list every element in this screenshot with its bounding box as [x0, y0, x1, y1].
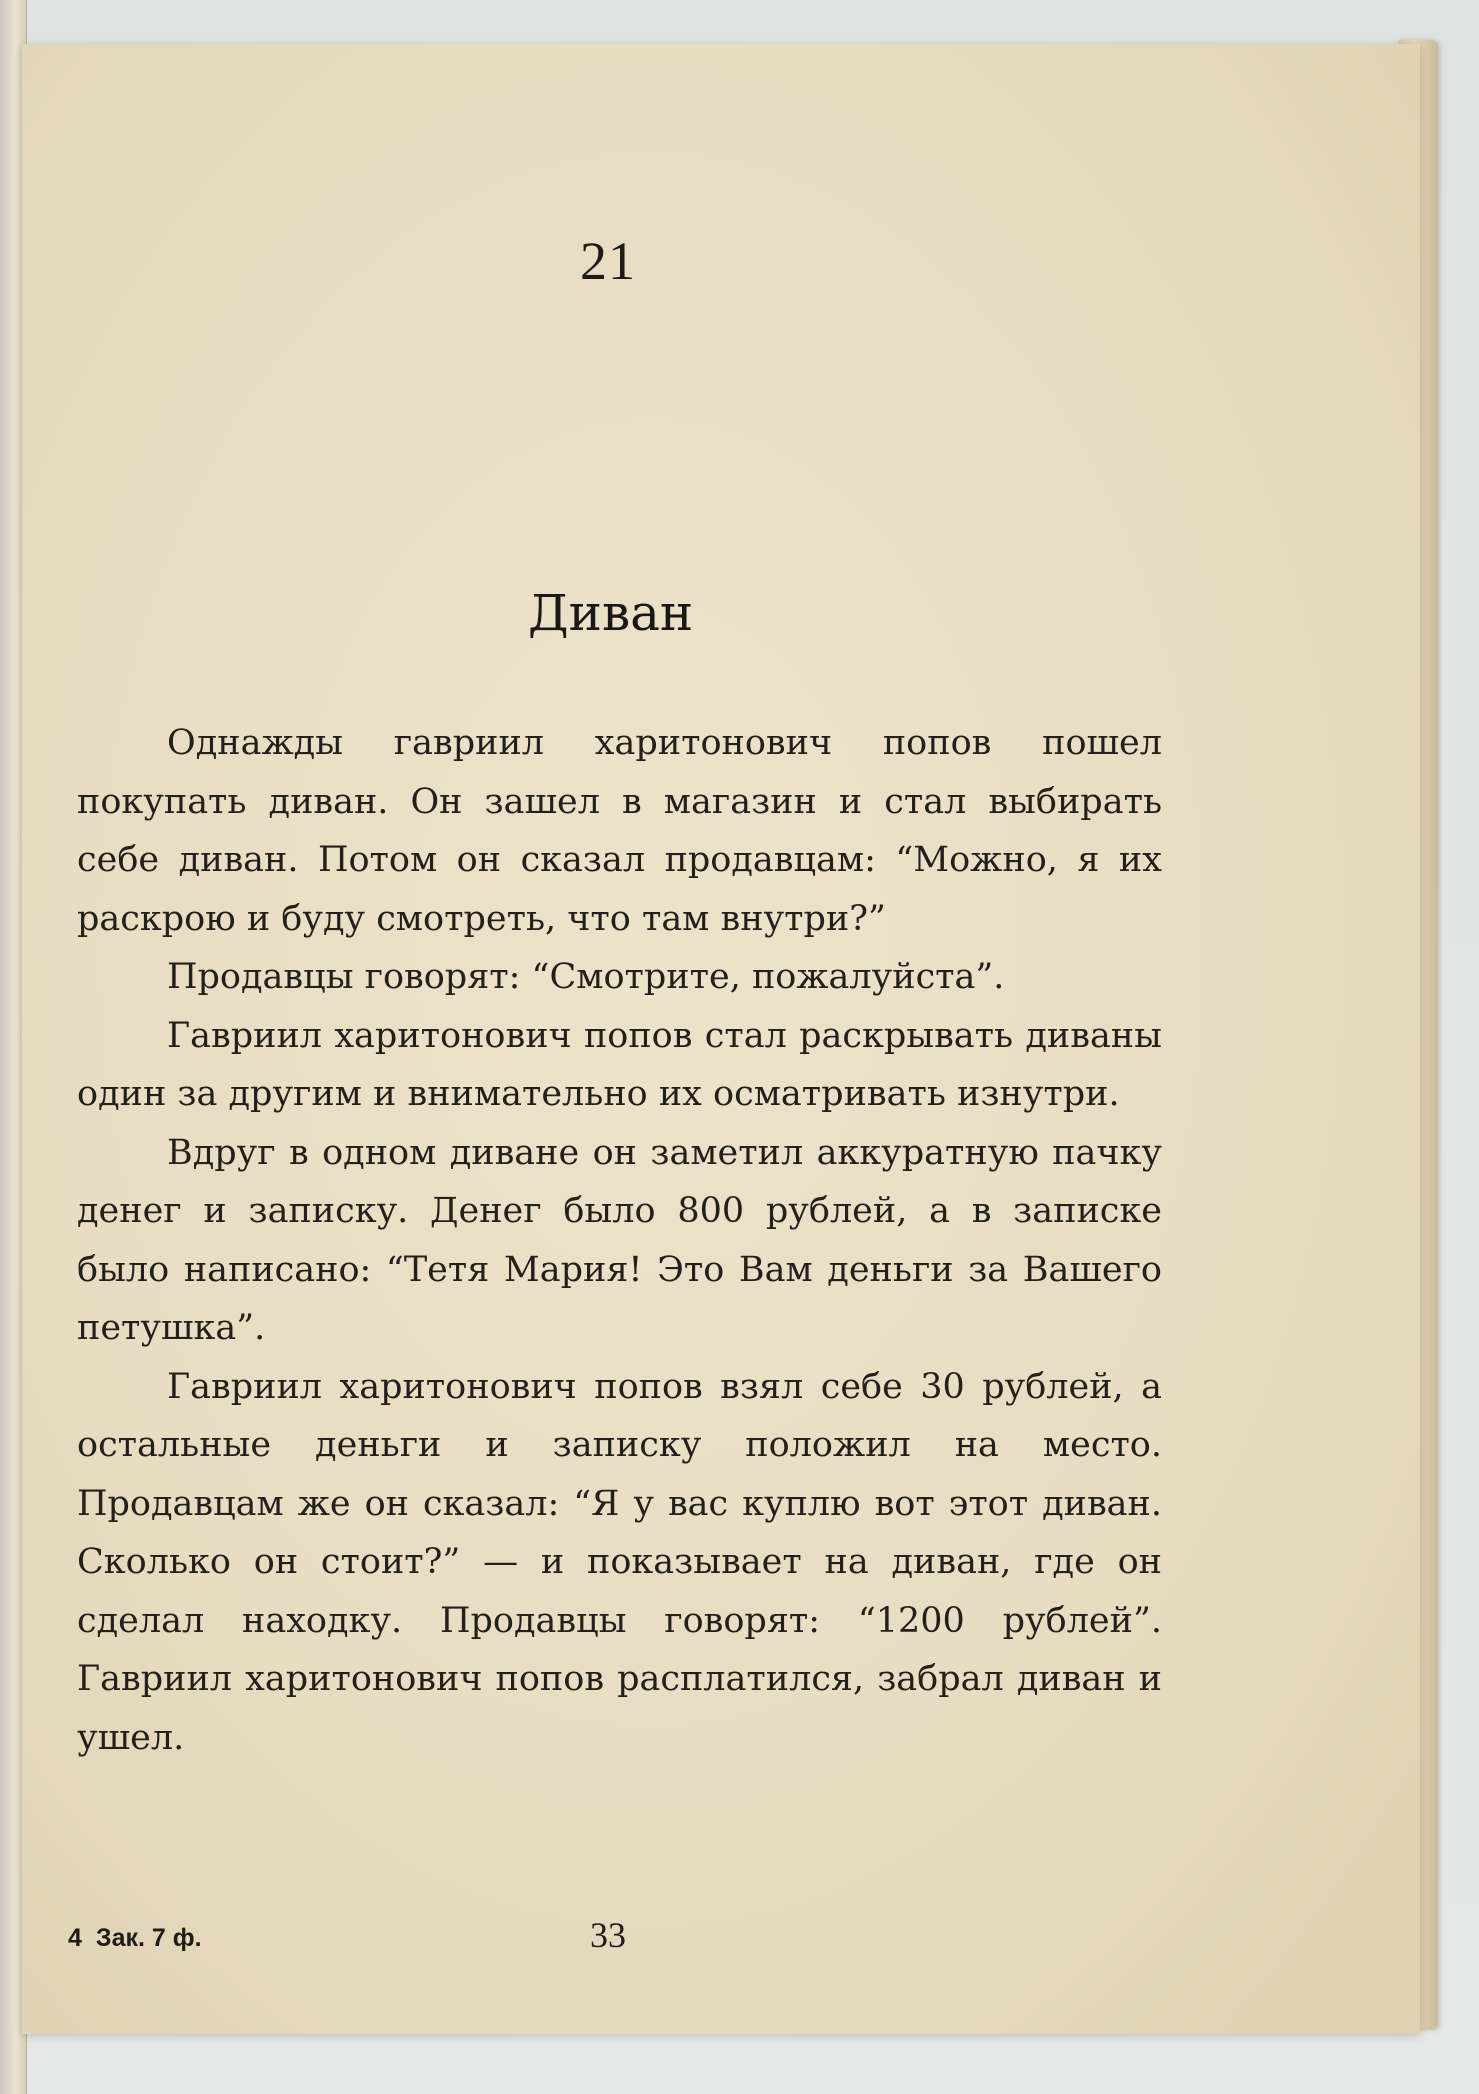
paragraph: Вдруг в одном диване он заметил аккуратную пачку денег и записку. Денег было 800 рублей, а в записке было написано: “Тетя Мария! Это Вам деньги за Вашего петушка”.	[77, 1132, 1162, 1348]
chapter-number: 21	[580, 231, 636, 291]
paragraph: Гавриил харитонович попов стал раскрывать диваны один за другим и внимательно их осматривать изнутри.	[77, 1015, 1162, 1114]
printer-signature	[68, 1924, 202, 1953]
book-page	[22, 44, 1420, 2034]
paragraph: Продавцы говорят: “Смотрите, пожалуйста”.	[167, 957, 1005, 997]
signature-text: Зак. 7 ф.	[95, 1924, 202, 1952]
paragraph: Гавриил харитонович попов взял себе 30 рублей, а остальные деньги и записку положил на место. Продавцам же он сказал: “Я у вас куплю вот этот диван. Сколько он стоит?” — и показывает на диван, где он сделал находку. Продавцы говорят: “1200 рублей”. Гавриил харитонович попов расплатился, забрал диван и ушел.	[77, 1366, 1162, 1758]
page-number: 33	[590, 1915, 626, 1955]
paragraph: Однажды гавриил харитонович попов пошел покупать диван. Он зашел в магазин и стал выбирать себе диван. Потом он сказал продавцам: “Можно, я их раскрою и буду смотреть, что там внутри?”	[77, 723, 1162, 939]
signature-number: 4	[68, 1924, 82, 1952]
story-title: Диван	[528, 584, 694, 642]
story-body	[77, 714, 1162, 1767]
